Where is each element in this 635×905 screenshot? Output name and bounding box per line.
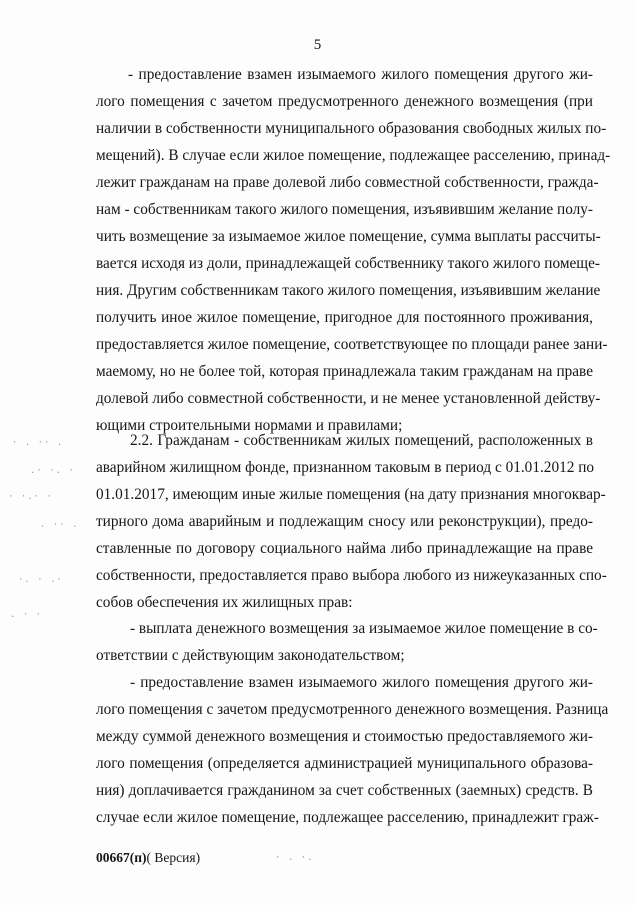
text-line: ния. Другим собственникам такого жилого помещения, изъявившим желание: [96, 282, 601, 299]
text-line: лежит гражданам на праве долевой либо совместной собственности, гражда-: [96, 174, 599, 191]
scan-noise: · . ·.: [275, 853, 314, 863]
document-footer: [96, 849, 200, 867]
text-line: - выплата денежного возмещения за изымаемое жилое помещение в со-: [130, 620, 598, 637]
text-line: долевой либо совместной собственности, и не менее установленной действу-: [96, 390, 601, 407]
document-code: 00667(п): [96, 850, 147, 865]
text-line: собственности, предоставляется право выбора любого из нижеуказанных спо-: [96, 567, 607, 584]
text-line: ния) доплачивается гражданином за счет собственных (заемных) средств. В: [96, 782, 593, 799]
page-number: 5: [313, 37, 322, 53]
scan-noise: . · ·: [10, 610, 43, 620]
text-line: ставленные по договору социального найма либо принадлежащие на праве: [96, 540, 593, 557]
text-line: предоставляется жилое помещение, соответствующее по площади ранее зани-: [96, 336, 608, 353]
text-line: чить возмещение за изымаемое жилое помещение, сумма выплаты рассчиты-: [96, 228, 601, 245]
text-line: нам - собственникам такого жилого помещения, изъявившим желание полу-: [96, 201, 594, 218]
text-line: получить иное жилое помещение, пригодное для постоянного проживания,: [96, 309, 593, 326]
text-line: мещений). В случае если жилое помещение, подлежащее расселению, принад-: [96, 147, 611, 164]
text-line: ющими строительными нормами и правилами;: [96, 417, 403, 434]
text-line: маемому, но не более той, которая принадлежала таким гражданам на праве: [96, 363, 593, 380]
text-line: лого помещения с зачетом предусмотренного денежного возмещения (при: [96, 93, 593, 110]
scan-noise: .· ·. ·: [30, 466, 75, 476]
text-line: аварийном жилищном фонде, признанном таковым в период с 01.01.2012 по: [96, 459, 595, 476]
document-version: ( Версия): [146, 850, 201, 865]
text-line: ответствии с действующим законодательством;: [96, 647, 405, 664]
scan-noise: · . ·· .: [12, 438, 64, 448]
text-line: наличии в собственности муниципального образования свободных жилых по-: [96, 120, 607, 137]
text-line: - предоставление взамен изымаемого жилого помещения другого жи-: [130, 674, 593, 691]
text-line: между суммой денежного возмещения и стоимостью предоставляемого жи-: [96, 728, 593, 745]
text-line: вается исходя из доли, принадлежащей собственнику такого жилого помеще-: [96, 255, 600, 272]
text-line: 2.2. Гражданам - собственникам жилых помещений, расположенных в: [130, 432, 593, 449]
scan-noise: · ·.· ·: [8, 492, 53, 502]
text-line: собов обеспечения их жилищных прав:: [96, 594, 353, 611]
text-line: - предоставление взамен изымаемого жилого помещения другого жи-: [128, 66, 593, 83]
scan-noise: . ·· .: [40, 520, 79, 530]
text-line: лого помещения (определяется администрацией муниципального образова-: [96, 755, 593, 772]
text-line: 01.01.2017, имеющим иные жилые помещения (на дату признания многоквар-: [96, 486, 606, 503]
text-line: тирного дома аварийным и подлежащим сносу или реконструкции), предо-: [96, 513, 593, 530]
text-line: лого помещения с зачетом предусмотренного денежного возмещения. Разница: [96, 701, 609, 718]
text-line: случае если жилое помещение, подлежащее расселению, принадлежит граж-: [96, 809, 599, 826]
scan-noise: ·. · .·: [18, 575, 63, 585]
